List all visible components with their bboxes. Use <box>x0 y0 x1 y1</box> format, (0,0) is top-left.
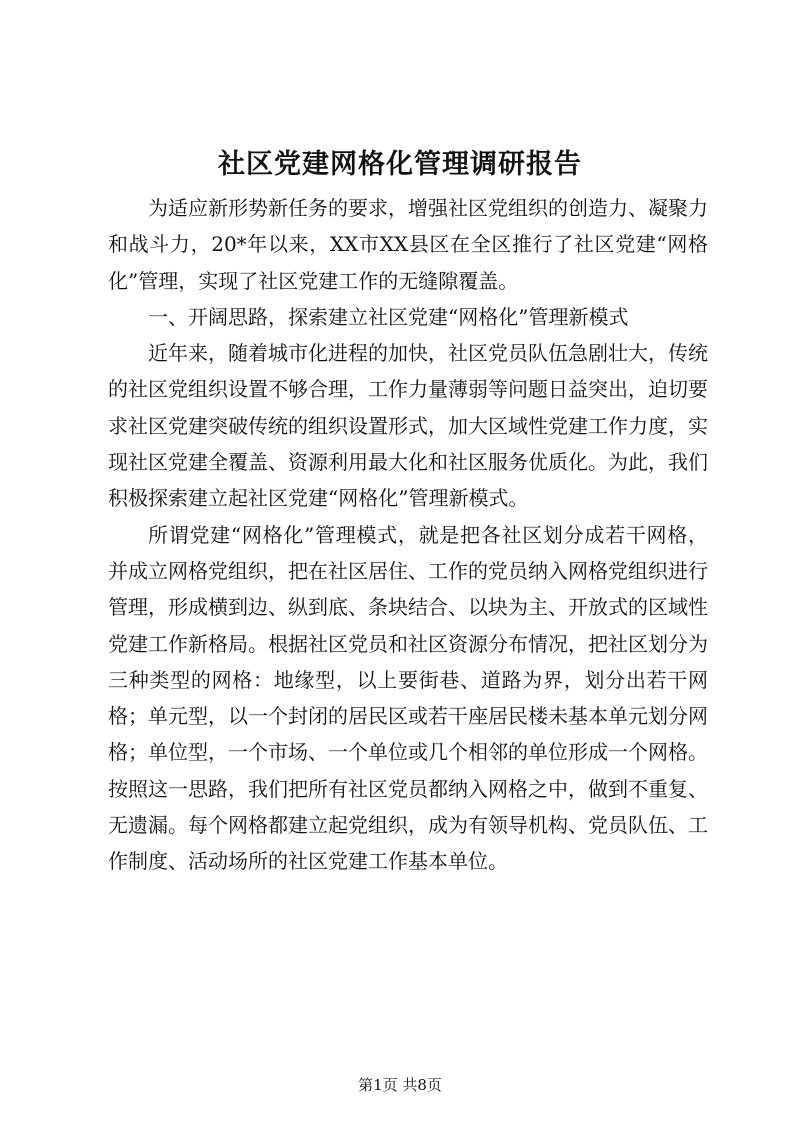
paragraph-background: 近年来，随着城市化进程的加快，社区党员队伍急剧壮大，传统的社区党组织设置不够合理，工作力量薄弱等问题日益突出，迫切要求社区党建突破传统的组织设置形式，加大区域性党建工作力度，实现社区党建全覆盖、资源利用最大化和社区服务优质化。为此，我们积极探索建立起社区党建“网格化”管理新模式。 <box>108 341 708 511</box>
document-title: 社区党建网格化管理调研报告 <box>218 149 582 180</box>
page-footer: 第1页 共8页 <box>358 1076 442 1094</box>
paragraph-grid-model: 所谓党建“网格化”管理模式，就是把各社区划分成若干网格，并成立网格党组织，把在社区居住、工作的党员纳入网格党组织进行管理，形成横到边、纵到底、条块结合、以块为主、开放式的区域性党建工作新格局。根据社区党员和社区资源分布情况，把社区划分为三种类型的网格：地缘型，以上要街巷、道路为界，划分出若干网格；单元型，以一个封闭的居民区或若干座居民楼未基本单元划分网格；单位型，一个市场、一个单位或几个相邻的单位形成一个网格。按照这一思路，我们把所有社区党员都纳入网格之中，做到不重复、无遗漏。每个网格都建立起党组织，成为有领导机构、党员队伍、工作制度、活动场所的社区党建工作基本单位。 <box>108 522 708 874</box>
section-heading-1: 一、开阔思路，探索建立社区党建“网格化”管理新模式 <box>148 304 629 329</box>
document-body <box>108 190 708 880</box>
paragraph-intro: 为适应新形势新任务的要求，增强社区党组织的创造力、凝聚力和战斗力，20*年以来，XX市XX县区在全区推行了社区党建“网格化”管理，实现了社区党建工作的无缝隙覆盖。 <box>108 196 708 293</box>
